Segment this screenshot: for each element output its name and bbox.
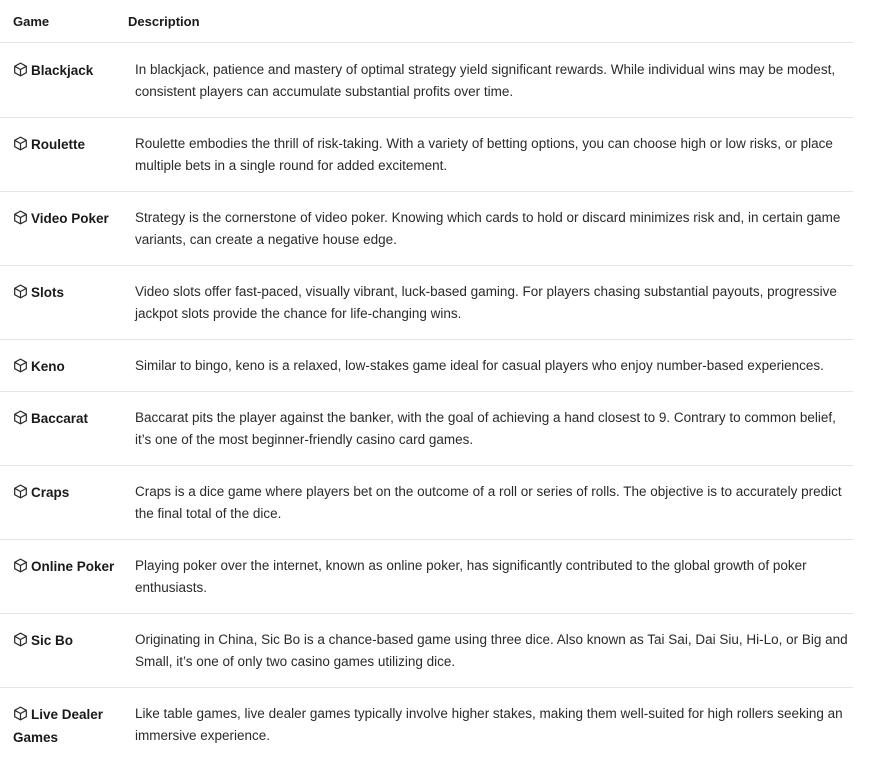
table-row [0, 539, 853, 614]
cube-icon [13, 284, 28, 299]
game-name: Video Poker [31, 211, 109, 226]
table-row [0, 339, 853, 392]
game-cell [13, 407, 125, 430]
table-row [0, 465, 853, 540]
game-cell [13, 133, 125, 156]
table-row [0, 43, 853, 118]
game-description: Like table games, live dealer games typically involve higher stakes, making them well-suited for high rollers seeking an immersive experience. [135, 706, 843, 743]
game-name: Online Poker [31, 559, 115, 574]
table-row [0, 191, 853, 266]
game-description: Originating in China, Sic Bo is a chance-based game using three dice. Also known as Tai Sai, Dai Siu, Hi-Lo, or Big and Small, it’s one of only two casino games utilizing dice. [135, 632, 848, 669]
game-description: Strategy is the cornerstone of video poker. Knowing which cards to hold or discard minimizes risk and, in certain game variants, can create a negative house edge. [135, 210, 841, 247]
game-name: Keno [31, 359, 65, 374]
game-description: Video slots offer fast-paced, visually vibrant, luck-based gaming. For players chasing substantial payouts, progressive jackpot slots provide the chance for life-changing wins. [135, 284, 837, 321]
cube-icon [13, 358, 28, 373]
table-row [0, 613, 853, 688]
game-name: Blackjack [31, 63, 94, 78]
header-game: Game [13, 14, 50, 29]
game-cell [13, 555, 125, 578]
cube-icon [13, 706, 28, 721]
game-cell [13, 629, 125, 652]
game-name: Live Dealer Games [13, 707, 104, 745]
cube-icon [13, 484, 28, 499]
game-cell [13, 481, 125, 504]
game-name: Sic Bo [31, 633, 74, 648]
game-cell [13, 281, 125, 304]
cube-icon [13, 210, 28, 225]
game-description: Baccarat pits the player against the banker, with the goal of achieving a hand closest to 9. Contrary to common belief, it’s one of the most beginner-friendly casino card games. [135, 410, 836, 447]
game-cell [13, 207, 125, 230]
game-description: Roulette embodies the thrill of risk-taking. With a variety of betting options, you can choose high or low risks, or place multiple bets in a single round for added excitement. [135, 136, 833, 173]
cube-icon [13, 410, 28, 425]
game-description: Similar to bingo, keno is a relaxed, low-stakes game ideal for casual players who enjoy number-based experiences. [135, 358, 824, 373]
table-row [0, 117, 853, 192]
header-description: Description [128, 14, 200, 29]
game-description: Craps is a dice game where players bet on the outcome of a roll or series of rolls. The objective is to accurately predict the final total of the dice. [135, 484, 842, 521]
game-description: In blackjack, patience and mastery of optimal strategy yield significant rewards. While individual wins may be modest, consistent players can accumulate substantial profits over time. [135, 62, 836, 99]
table-row [0, 391, 853, 466]
game-name: Roulette [31, 137, 85, 152]
cube-icon [13, 558, 28, 573]
cube-icon [13, 136, 28, 151]
game-description: Playing poker over the internet, known as online poker, has significantly contributed to the global growth of poker enthusiasts. [135, 558, 807, 595]
game-cell [13, 703, 125, 749]
game-name: Baccarat [31, 411, 89, 426]
game-name: Craps [31, 485, 70, 500]
table-header [0, 0, 853, 43]
table-row [0, 687, 853, 757]
game-cell [13, 355, 125, 378]
game-cell [13, 59, 125, 82]
table-row [0, 265, 853, 340]
cube-icon [13, 62, 28, 77]
game-name: Slots [31, 285, 65, 300]
cube-icon [13, 632, 28, 647]
